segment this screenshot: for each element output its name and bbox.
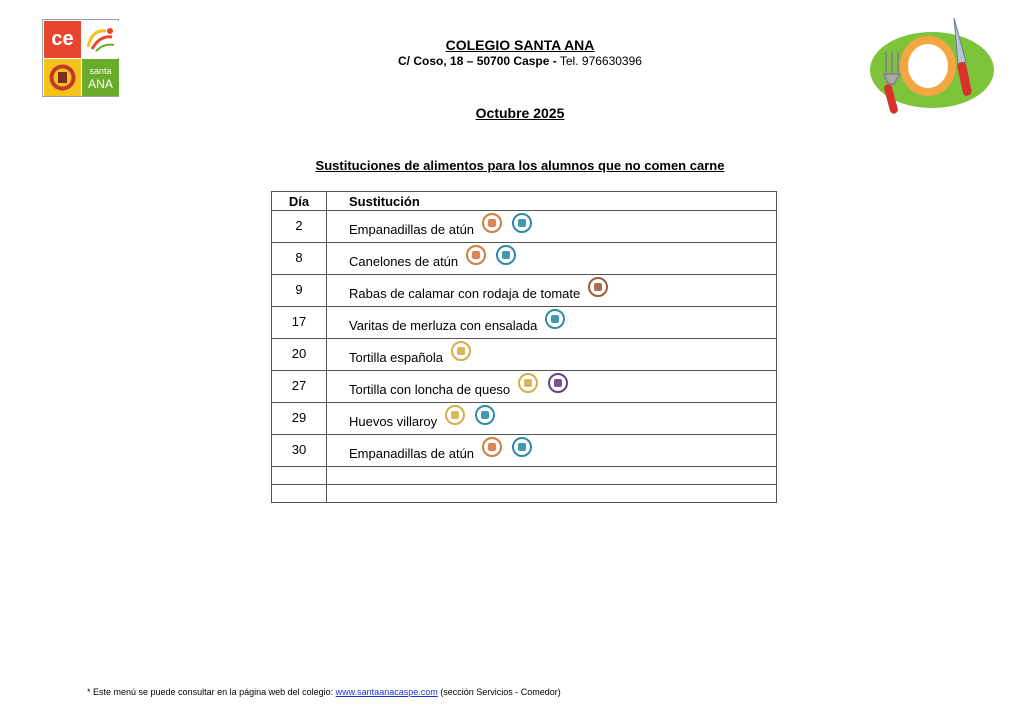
menu-subtitle: Sustituciones de alimentos para los alumnos que no comen carne: [315, 158, 725, 173]
logo-emblem-icon: [82, 21, 119, 58]
table-row-empty: [272, 467, 777, 485]
logo-ana: ANA: [88, 77, 113, 91]
row-day: 9: [272, 275, 327, 307]
row-dish-cell: [327, 435, 777, 467]
row-dish: Tortilla española: [349, 350, 443, 366]
row-dish-cell: [327, 339, 777, 371]
school-name: COLEGIO SANTA ANA: [445, 37, 595, 53]
row-dish: Empanadillas de atún: [349, 222, 475, 238]
logo-santa-ana: [82, 59, 119, 96]
mollusc-icon: [588, 277, 608, 297]
col-day-header: Día: [272, 192, 327, 211]
table-row-empty: [272, 485, 777, 503]
row-dish: Varitas de merluza con ensalada: [349, 318, 538, 334]
egg-icon: [445, 405, 465, 425]
table-row: [272, 275, 777, 307]
row-dish-cell: [327, 211, 777, 243]
row-dish: Canelones de atún: [349, 254, 459, 270]
fish-icon: [512, 213, 532, 233]
table-row: [272, 403, 777, 435]
plate-cutlery-icon: [862, 12, 994, 122]
fish-icon: [496, 245, 516, 265]
website-link[interactable]: www.santaanacaspe.com: [335, 687, 438, 697]
table-row: [272, 339, 777, 371]
table-row: [272, 243, 777, 275]
fish-icon: [475, 405, 495, 425]
document-header: [320, 37, 720, 69]
address-phone: Tel. 976630396: [556, 54, 642, 68]
row-day: 8: [272, 243, 327, 275]
empty-cell: [272, 467, 327, 485]
col-substitution-header: Sustitución: [327, 192, 777, 211]
table-row: [272, 371, 777, 403]
table-row: [272, 307, 777, 339]
row-dish: Huevos villaroy: [349, 414, 438, 430]
empty-cell: [272, 485, 327, 503]
empty-cell: [327, 467, 777, 485]
table-row: [272, 435, 777, 467]
footer-text: * Este menú se puede consultar en la página web del colegio:: [87, 687, 336, 697]
footer-note: [87, 687, 561, 697]
row-dish-cell: [327, 371, 777, 403]
row-day: 30: [272, 435, 327, 467]
logo-crest-icon: [44, 59, 81, 96]
empty-cell: [327, 485, 777, 503]
row-day: 29: [272, 403, 327, 435]
fish-icon: [512, 437, 532, 457]
row-day: 2: [272, 211, 327, 243]
fish-icon: [545, 309, 565, 329]
row-day: 27: [272, 371, 327, 403]
address-street: C/ Coso, 18 – 50700 Caspe -: [398, 54, 557, 68]
row-dish-cell: [327, 243, 777, 275]
table-header-row: [272, 192, 777, 211]
row-dish-cell: [327, 307, 777, 339]
logo-ce: ce: [44, 21, 81, 58]
table-row: [272, 211, 777, 243]
footer-section: (sección Servicios - Comedor): [437, 687, 561, 697]
menu-month: Octubre 2025: [475, 105, 565, 121]
gluten-icon: [482, 213, 502, 233]
row-day: 17: [272, 307, 327, 339]
substitution-table: [271, 191, 777, 503]
egg-icon: [518, 373, 538, 393]
school-address: [320, 54, 720, 69]
row-dish-cell: [327, 275, 777, 307]
row-dish: Rabas de calamar con rodaja de tomate: [349, 286, 581, 302]
milk-icon: [548, 373, 568, 393]
gluten-icon: [466, 245, 486, 265]
row-dish: Empanadillas de atún: [349, 446, 475, 462]
school-logo: [42, 19, 119, 97]
gluten-icon: [482, 437, 502, 457]
row-dish: Tortilla con loncha de queso: [349, 382, 511, 398]
logo-santa: santa: [89, 66, 112, 76]
row-day: 20: [272, 339, 327, 371]
egg-icon: [451, 341, 471, 361]
row-dish-cell: [327, 403, 777, 435]
